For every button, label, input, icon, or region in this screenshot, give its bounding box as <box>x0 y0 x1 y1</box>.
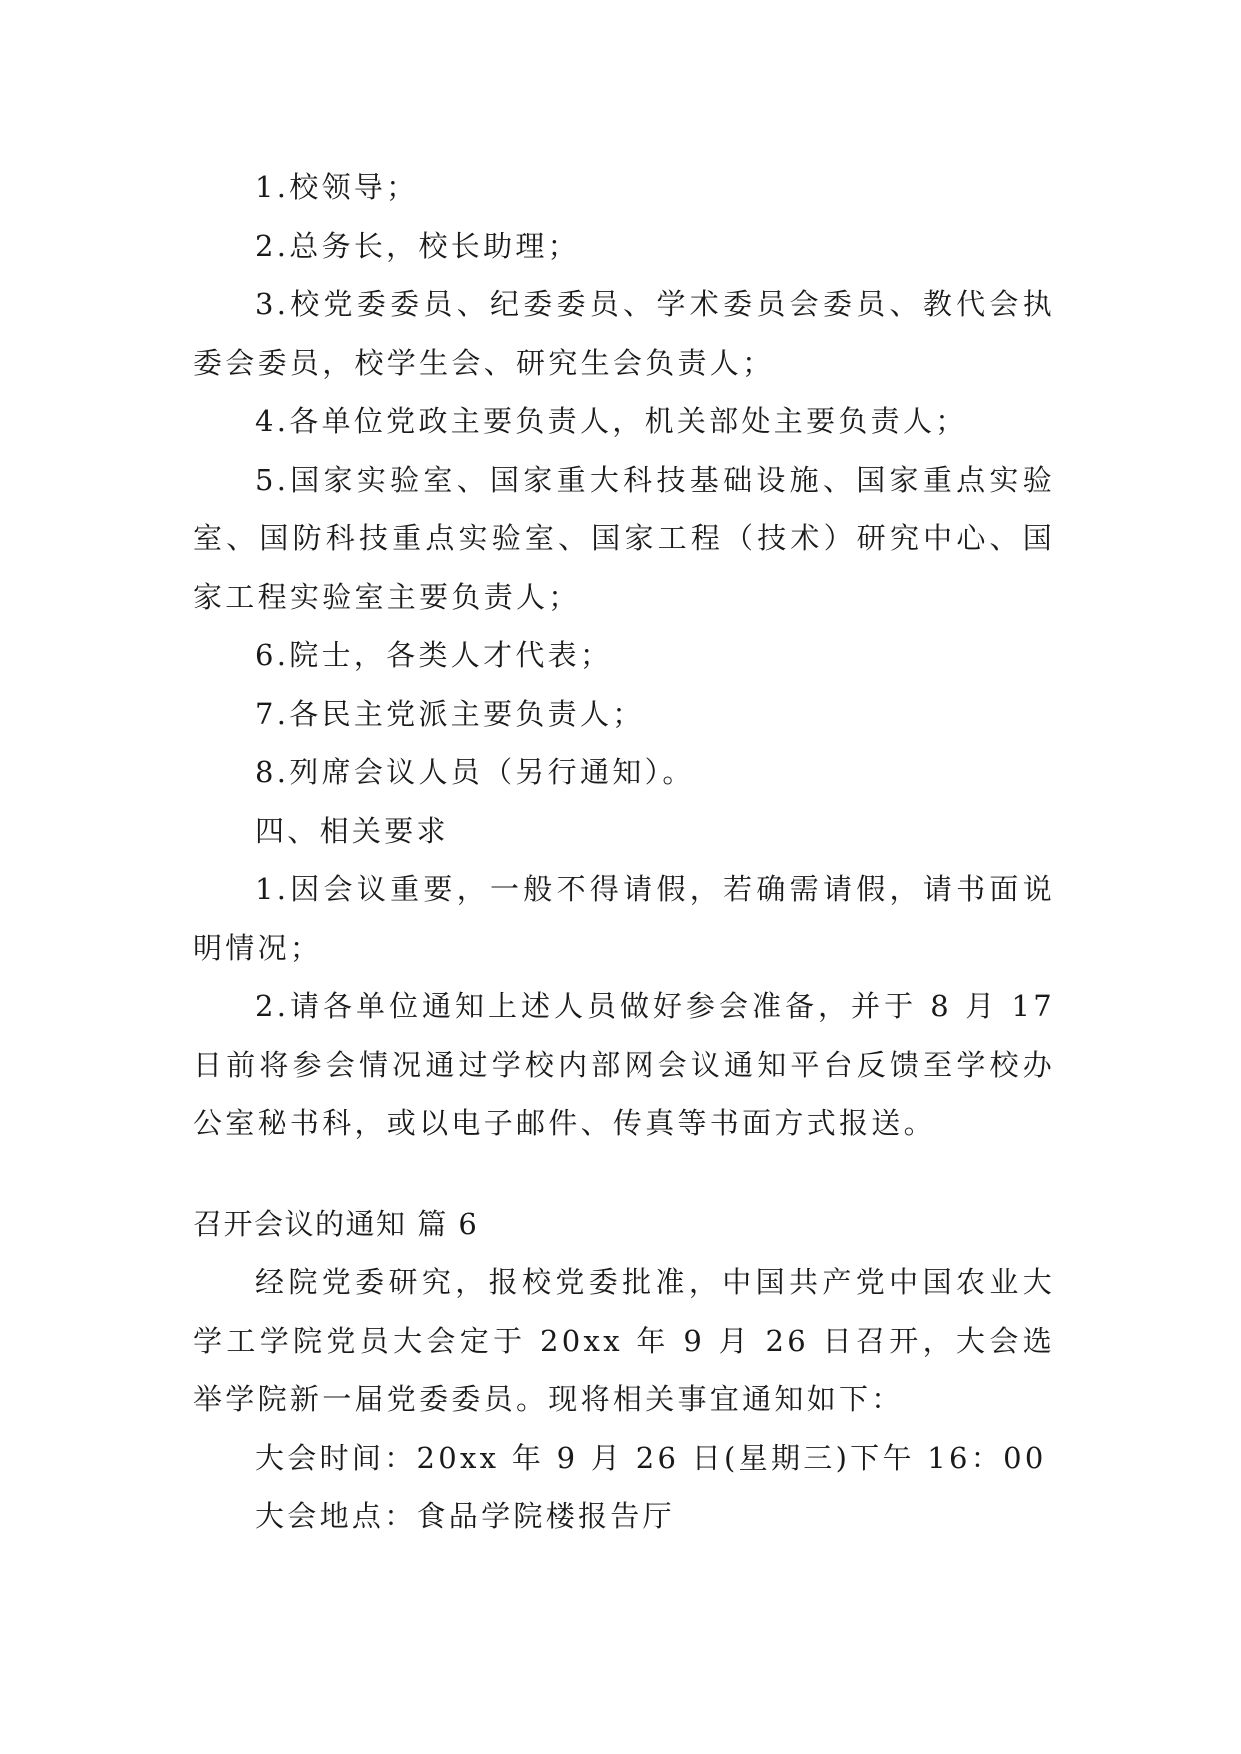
paragraph: 2.总务长，校长助理； <box>255 228 580 263</box>
paragraph: 1.因会议重要，一般不得请假，若确需请假，请书面说明情况； <box>193 872 1055 965</box>
paragraph: 6.院士，各类人才代表； <box>255 638 613 672</box>
paragraph: 4.各单位党政主要负责人，机关部处主要负责人； <box>255 404 968 438</box>
paragraph: 2.请各单位通知上述人员做好参会准备，并于 8 月 17 日前将参会情况通过学校内部网会议通知平台反馈至学校办公室秘书科，或以电子邮件、传真等书面方式报送。 <box>193 989 1055 1140</box>
document-body <box>193 158 1055 1546</box>
paragraph: 3.校党委委员、纪委委员、学术委员会委员、教代会执委会委员，校学生会、研究生会负责人； <box>193 287 1055 380</box>
paragraph: 7.各民主党派主要负责人； <box>255 696 645 731</box>
section-heading: 四、相关要求 <box>255 813 449 848</box>
paragraph: 大会时间：20xx 年 9 月 26 日(星期三)下午 16：00 <box>255 1440 1047 1475</box>
paragraph: 经院党委研究，报校党委批准，中国共产党中国农业大学工学院党员大会定于 20xx 年 9 月 26 日召开，大会选举学院新一届党委委员。现将相关事宜通知如下： <box>193 1265 1055 1416</box>
paragraph: 大会地点：食品学院楼报告厅 <box>255 1499 675 1533</box>
paragraph: 5.国家实验室、国家重大科技基础设施、国家重点实验室、国防科技重点实验室、国家工程（技术）研究中心、国家工程实验室主要负责人； <box>193 462 1055 614</box>
paragraph: 1.校领导； <box>255 170 419 204</box>
section-gap <box>193 1153 1055 1195</box>
paragraph: 8.列席会议人员（另行通知）。 <box>255 755 695 789</box>
article-title: 召开会议的通知 篇 6 <box>193 1206 479 1241</box>
